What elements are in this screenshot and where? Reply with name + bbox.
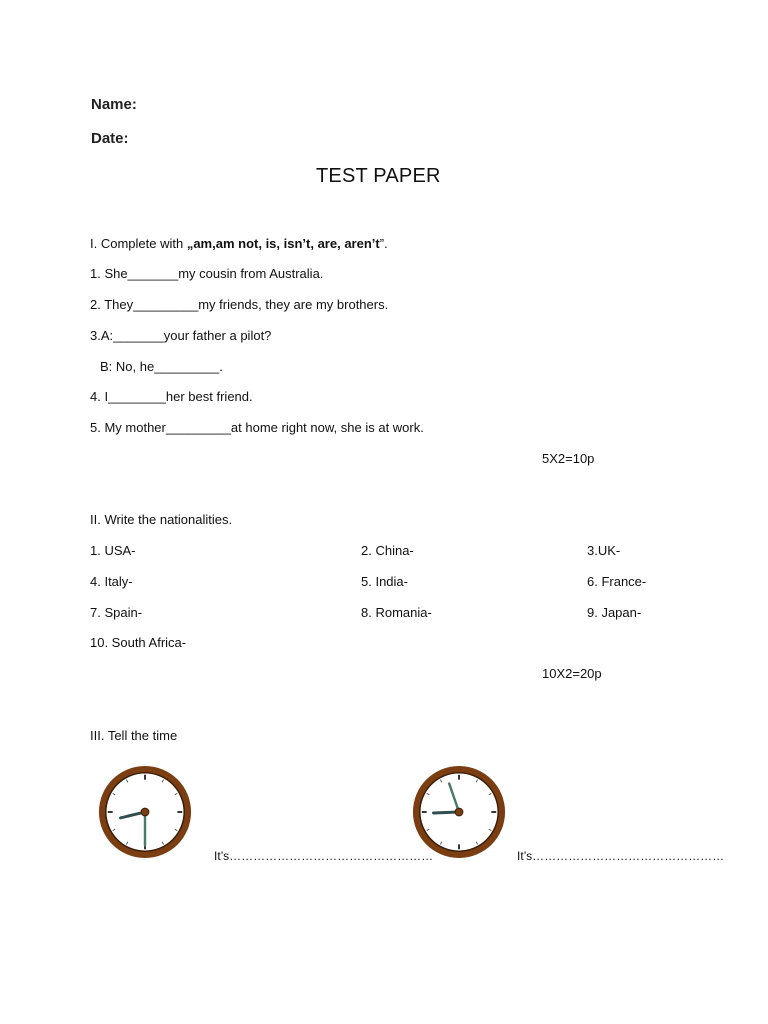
- nationality-item-india: 5. India-: [361, 574, 408, 589]
- nationality-item-uk: 3.UK-: [587, 543, 621, 558]
- nationality-item-france: 6. France-: [587, 574, 647, 589]
- section1-instruction-suffix: ”.: [379, 236, 388, 251]
- section1-instruction-words: „am,am not, is, isn’t, are, aren’t: [186, 236, 380, 251]
- section1-instruction: [90, 236, 388, 251]
- nationality-item-japan: 9. Japan-: [587, 605, 642, 620]
- nationality-item-china: 2. China-: [361, 543, 414, 558]
- section1-item-3b: B: No, he_________.: [100, 359, 223, 374]
- nationality-item-romania: 8. Romania-: [361, 605, 432, 620]
- nationality-item-italy: 4. Italy-: [90, 574, 133, 589]
- section1-instruction-prefix: I. Complete with: [90, 236, 187, 251]
- nationality-item-usa: 1. USA-: [90, 543, 136, 558]
- section1-item-1: 1. She_______my cousin from Australia.: [90, 266, 324, 281]
- section1-item-2: 2. They_________my friends, they are my brothers.: [90, 297, 389, 312]
- page-title: TEST PAPER: [316, 165, 441, 187]
- name-label: Name:: [91, 96, 137, 113]
- nationality-item-spain: 7. Spain-: [90, 605, 143, 620]
- clock-2-answer: It’s…………………………………………: [517, 849, 725, 863]
- section1-points: 5X2=10p: [542, 451, 595, 466]
- section1-item-5: 5. My mother_________at home right now, she is at work.: [90, 420, 424, 435]
- clock-1-answer: It’s……………………………………………: [214, 849, 434, 863]
- section2-instruction: II. Write the nationalities.: [90, 512, 233, 527]
- nationality-item-south-africa: 10. South Africa-: [90, 635, 187, 650]
- clock-2: [410, 763, 508, 861]
- clock-icon: [96, 763, 194, 861]
- section1-item-3a: 3.A:_______your father a pilot?: [90, 328, 272, 343]
- clock-center: [141, 808, 149, 816]
- section2-points: 10X2=20p: [542, 666, 602, 681]
- clock-center: [455, 808, 463, 816]
- clock-1: [96, 763, 194, 861]
- clock-icon: [410, 763, 508, 861]
- section3-instruction: III. Tell the time: [90, 728, 178, 743]
- date-label: Date:: [91, 130, 129, 147]
- section1-item-4: 4. I________her best friend.: [90, 389, 253, 404]
